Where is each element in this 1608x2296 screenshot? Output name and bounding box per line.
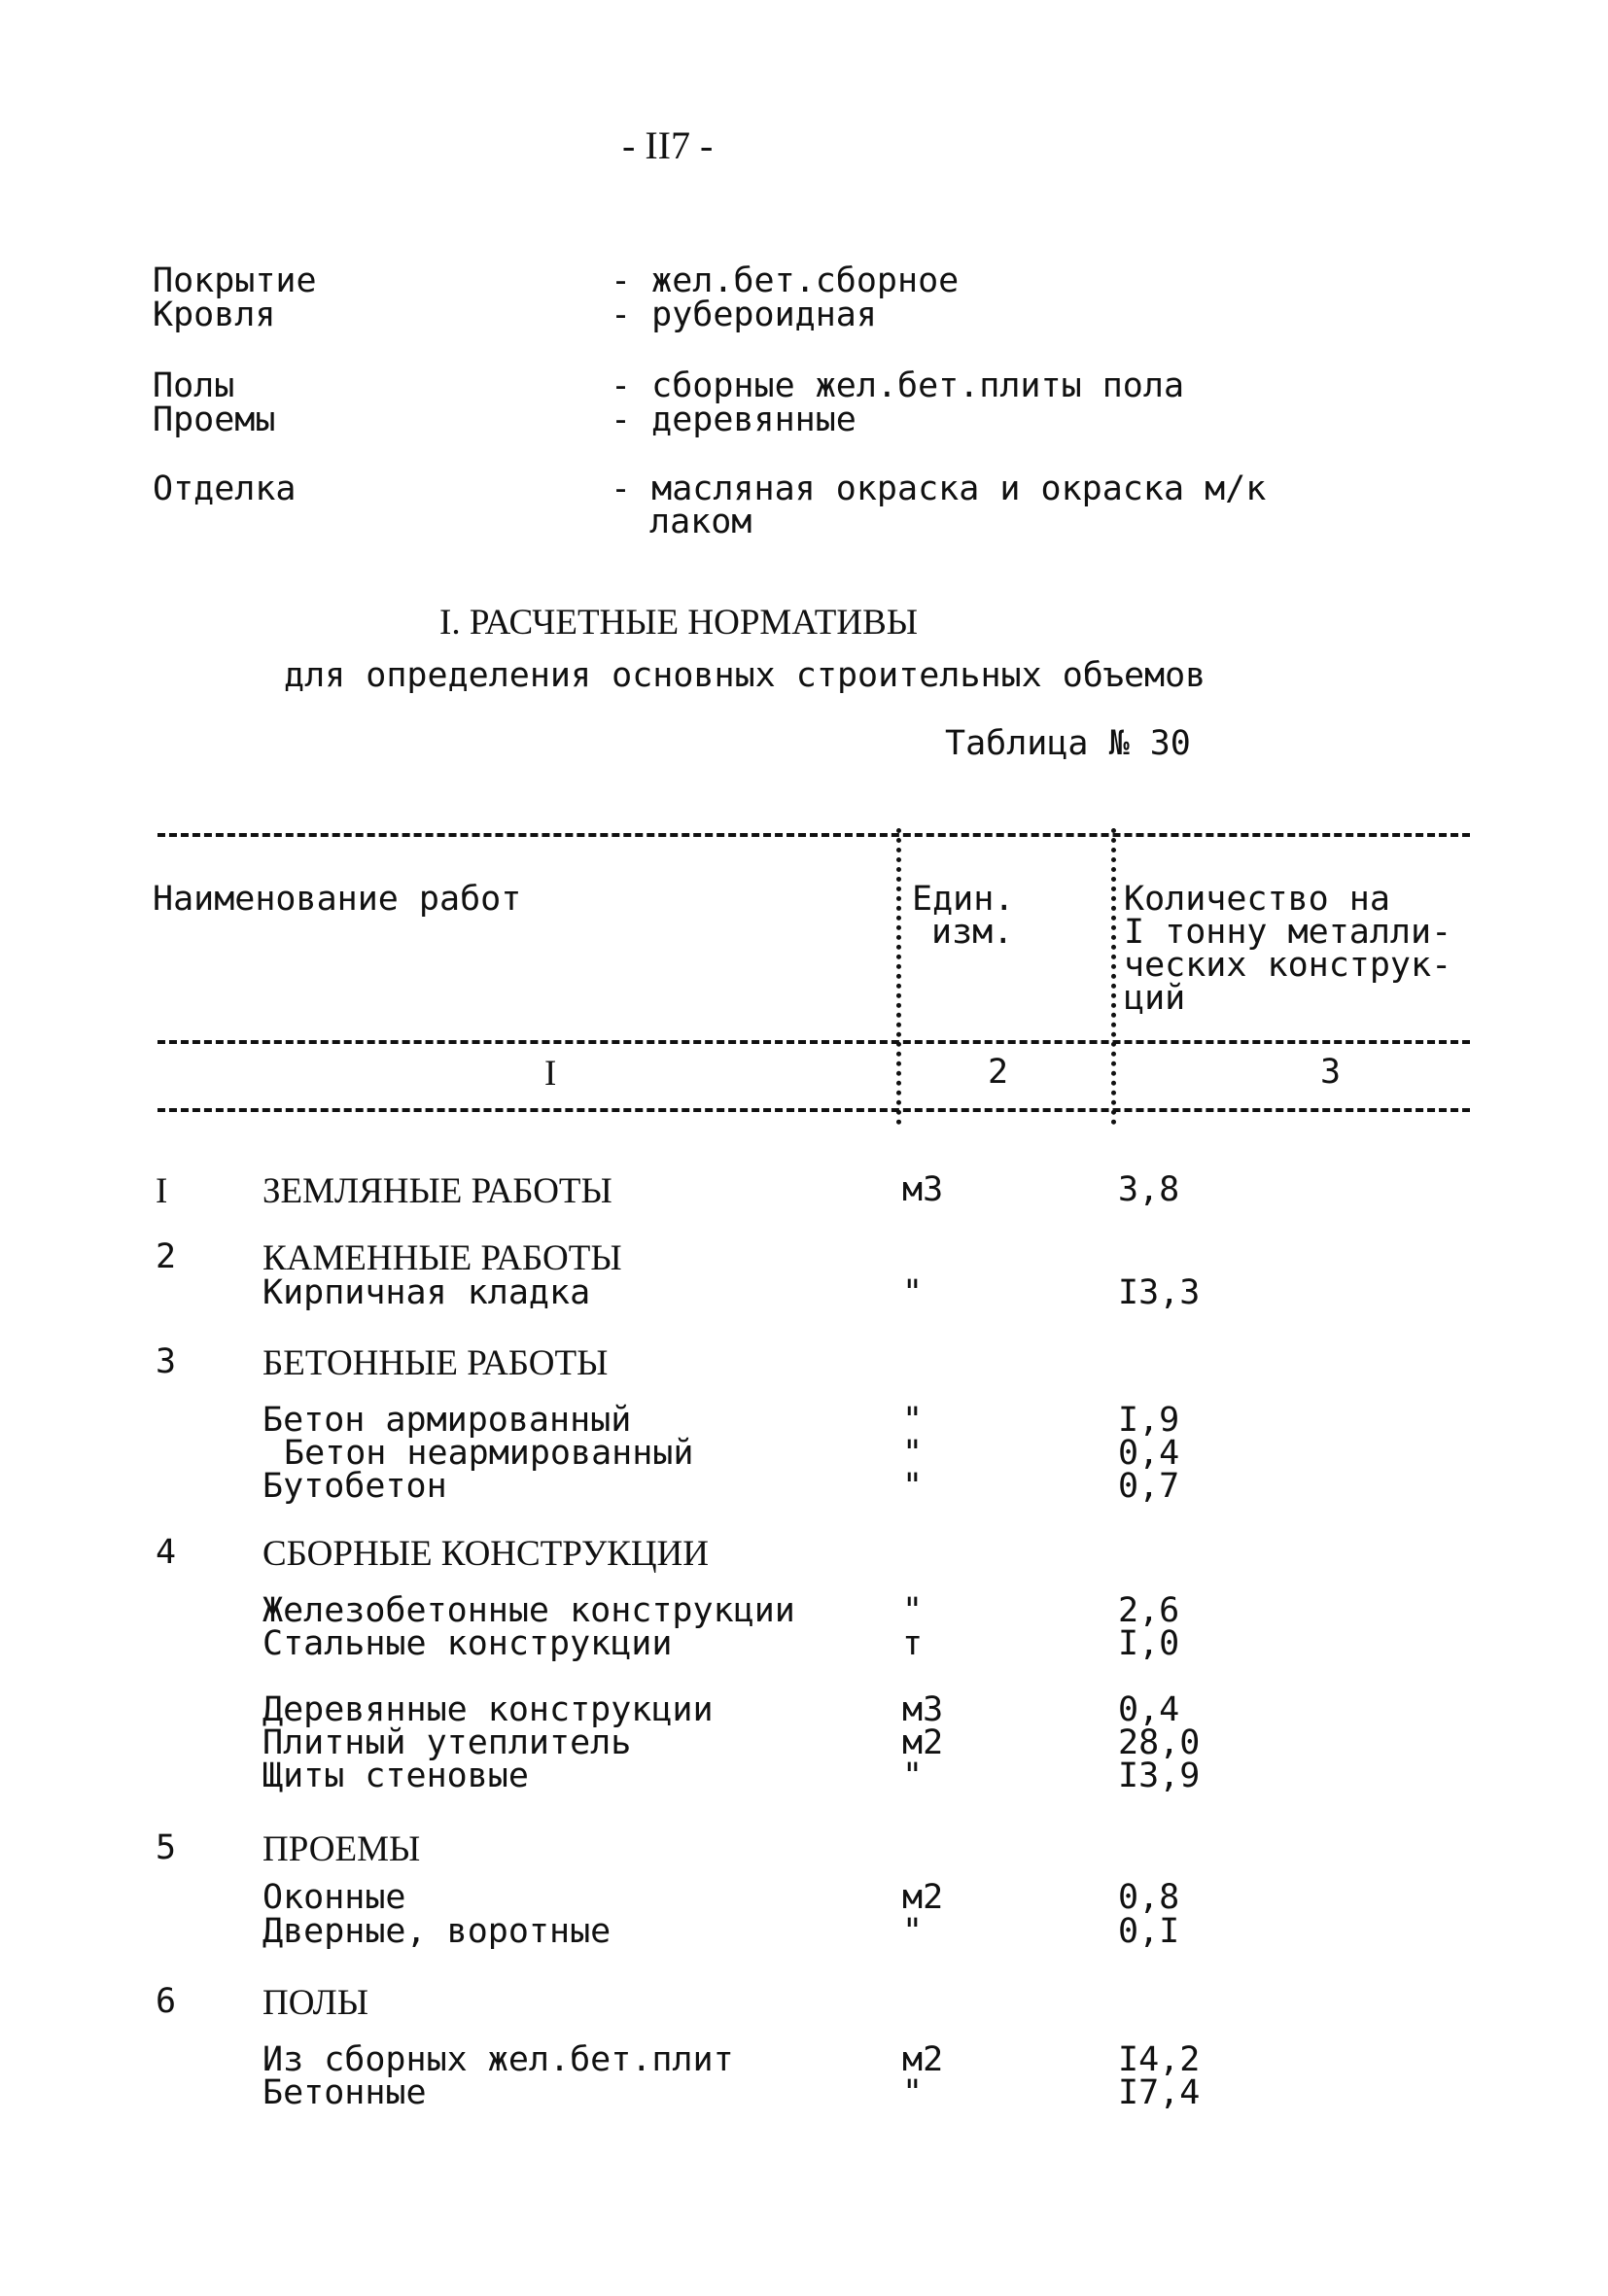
table-row-name: Из сборных жел.бет.плит [262, 2040, 734, 2079]
table-row-unit: " [902, 2073, 924, 2112]
table-row-name: Оконные [262, 1878, 406, 1917]
table-row-name: Бетонные [262, 2073, 427, 2112]
spec-label-pokrytie: Покрытие [153, 261, 317, 300]
spec-label-otdelka: Отделка [153, 470, 297, 508]
table-row-qty: 28,0 [1118, 1723, 1201, 1762]
column-separator-1 [896, 828, 901, 1125]
table-row-number: 3 [156, 1342, 177, 1381]
spec-value-otdelka: - масляная окраска и окраска м/к [611, 470, 1267, 508]
table-row-name: ПРОЕМЫ [262, 1829, 421, 1869]
table-row-number: I [156, 1171, 168, 1211]
table-row-unit: т [902, 1624, 924, 1663]
table-row-name: Плитный утеплитель [262, 1723, 632, 1762]
table-row-unit: м2 [902, 1723, 944, 1762]
spec-value-proemy: - деревянные [611, 400, 856, 439]
header-unit-line1: Един. [912, 880, 1015, 919]
table-row-unit: " [902, 1912, 924, 1951]
table-row-name: ПОЛЫ [262, 1983, 368, 2023]
table-row-qty: I3,9 [1118, 1757, 1201, 1795]
column-number-1: I [544, 1054, 557, 1094]
table-row-number: 6 [156, 1982, 177, 2021]
table-row-qty: 0,8 [1118, 1878, 1180, 1917]
table-row-name: КАМЕННЫЕ РАБОТЫ [262, 1238, 622, 1278]
spec-value-krovlya: - рубероидная [611, 296, 877, 334]
table-row-number: 4 [156, 1533, 177, 1572]
table-row-name: СБОРНЫЕ КОНСТРУКЦИИ [262, 1534, 709, 1574]
table-row-unit: " [902, 1467, 924, 1506]
table-row-qty: I3,3 [1118, 1273, 1201, 1312]
table-row-name: Железобетонные конструкции [262, 1591, 795, 1630]
table-row-qty: 0,7 [1118, 1467, 1180, 1506]
table-row-qty: I4,2 [1118, 2040, 1201, 2079]
header-name: Наименование работ [153, 880, 522, 919]
spec-value-otdelka-cont: лаком [649, 503, 752, 541]
header-qty-line4: ций [1124, 979, 1186, 1018]
table-row-name: Бутобетон [262, 1467, 447, 1506]
header-qty-line2: I тонну металли- [1124, 913, 1452, 952]
table-row-qty: 0,4 [1118, 1434, 1180, 1473]
table-row-qty: I,0 [1118, 1624, 1180, 1663]
table-row-name: Стальные конструкции [262, 1624, 673, 1663]
spec-value-poly: - сборные жел.бет.плиты пола [611, 366, 1185, 405]
table-row-unit: м2 [902, 1878, 944, 1917]
table-row-qty: 2,6 [1118, 1591, 1180, 1630]
table-row-unit: м3 [902, 1170, 944, 1209]
table-row-unit: " [902, 1757, 924, 1795]
table-caption: Таблица № 30 [945, 724, 1191, 763]
table-row-unit: " [902, 1434, 924, 1473]
table-row-unit: " [902, 1273, 924, 1312]
table-row-name: Деревянные конструкции [262, 1690, 714, 1729]
table-row-unit: " [902, 1401, 924, 1440]
table-row-qty: 3,8 [1118, 1170, 1180, 1209]
header-qty-line1: Количество на [1124, 880, 1390, 919]
section-subtitle: для определения основных строительных объемов [284, 656, 1206, 695]
spec-label-poly: Полы [153, 366, 235, 405]
colnum-bottom-rule [157, 1108, 1470, 1112]
column-separator-2 [1111, 828, 1116, 1125]
spec-value-pokrytie: - жел.бет.сборное [611, 261, 960, 300]
table-row-name: Бетон армированный [262, 1401, 632, 1440]
table-row-qty: 0,4 [1118, 1690, 1180, 1729]
spec-label-proemy: Проемы [153, 400, 276, 439]
column-number-2: 2 [988, 1053, 1009, 1092]
table-row-name: ЗЕМЛЯНЫЕ РАБОТЫ [262, 1171, 612, 1211]
table-top-rule [157, 833, 1470, 837]
column-number-3: 3 [1320, 1053, 1342, 1092]
table-row-unit: " [902, 1591, 924, 1630]
table-row-qty: I7,4 [1118, 2073, 1201, 2112]
header-qty-line3: ческих конструк- [1124, 946, 1452, 985]
page-number: - II7 - [622, 123, 714, 167]
header-bottom-rule [157, 1040, 1470, 1044]
table-row-name: Щиты стеновые [262, 1757, 529, 1795]
table-row-unit: м3 [902, 1690, 944, 1729]
table-row-name: БЕТОННЫЕ РАБОТЫ [262, 1343, 609, 1383]
table-row-name: Бетон неармированный [284, 1434, 694, 1473]
spec-label-krovlya: Кровля [153, 296, 276, 334]
table-row-name: Дверные, воротные [262, 1912, 612, 1951]
header-unit-line2: изм. [931, 913, 1014, 952]
table-row-number: 5 [156, 1828, 177, 1867]
table-row-name: Кирпичная кладка [262, 1273, 591, 1312]
table-row-unit: м2 [902, 2040, 944, 2079]
table-row-number: 2 [156, 1237, 177, 1276]
section-title: I. РАСЧЕТНЫЕ НОРМАТИВЫ [439, 603, 919, 643]
table-row-qty: I,9 [1118, 1401, 1180, 1440]
table-row-qty: 0,I [1118, 1912, 1180, 1951]
